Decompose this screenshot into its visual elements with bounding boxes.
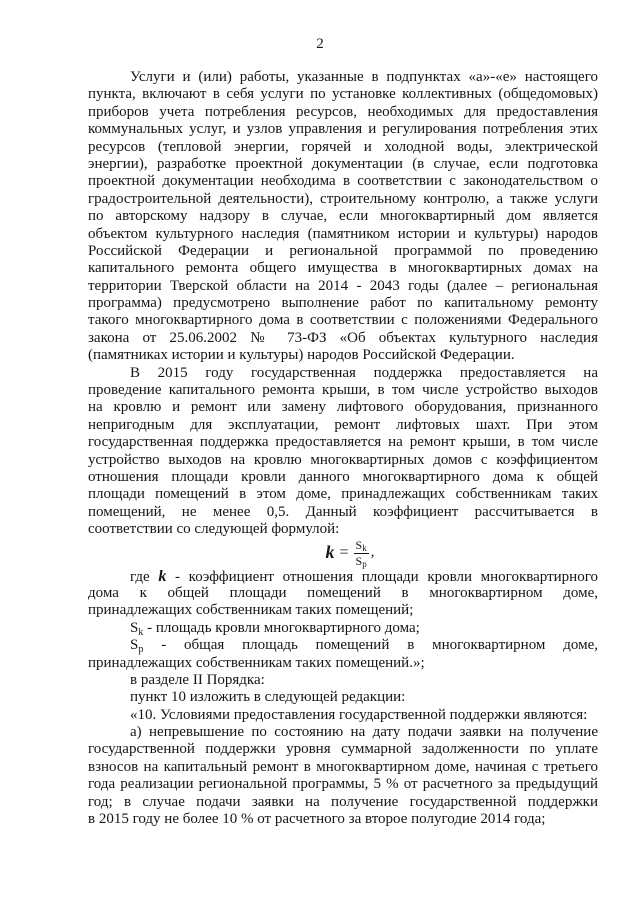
text-line: принадлежащих собственникам таких помещений; [88, 602, 414, 619]
text-line: коммунальных услуг, и узлов управления и регулирования потребления этих [88, 121, 598, 138]
definition-prefix: где [130, 568, 159, 585]
sk-base: S [130, 619, 139, 636]
coefficient-formula [88, 539, 598, 568]
formula-comma: , [370, 544, 375, 561]
text-line: а) непревышение по состоянию на дату подачи заявки на получение [130, 724, 598, 741]
text-line: территории Тверской области на 2014 - 2043 годы (далее – региональная [88, 277, 598, 294]
definition-k [88, 568, 598, 620]
sp-base: S [130, 637, 139, 654]
text-line: взносов на капитальный ремонт в многоквартирном доме, начиная с третьего [88, 758, 598, 775]
text-line: ресурсов (тепловой энергии, горячей и холодной воды, электрической [88, 138, 598, 155]
definition-text: - площадь кровли многоквартирного дома; [143, 619, 420, 636]
text-line: (памятниках истории и культуры) народов Российской Федерации. [88, 347, 515, 364]
paragraph-item-10-intro: пункт 10 изложить в следующей редакции: [130, 689, 406, 706]
text-line: соответствии со следующей формулой: [88, 521, 340, 538]
text-line: В 2015 году государственная поддержка предоставляется на [130, 364, 598, 381]
text-line: такого многоквартирного дома в соответствии с положениями Федерального [88, 312, 598, 329]
definition-text: - коэффициент отношения площади кровли многоквартирного [166, 568, 598, 585]
formula-numerator [354, 539, 369, 554]
text-line: площади помещений в этом доме, принадлежащих собственникам таких [88, 486, 598, 503]
text-line: устройство выходов на кровлю многоквартирных домов с коэффициентом [88, 451, 598, 468]
text-line [88, 620, 598, 637]
text-line [88, 637, 598, 654]
denominator-base: S [355, 553, 363, 568]
formula-fraction [354, 539, 369, 568]
text-line: объектом культурного наследия (памятником истории и культуры) народов [88, 225, 598, 242]
sk-subscript: k [138, 626, 144, 638]
paragraph-section-ii: в разделе II Порядка: [130, 671, 265, 688]
text-line: по авторскому надзору в случае, если многоквартирный дом является [88, 208, 598, 225]
text-line: года реализации региональной программы, 5 % от расчетного за предыдущий [88, 776, 598, 793]
text-line: закона от 25.06.2002 № 73-ФЗ «Об объектах культурного наследия [88, 329, 598, 346]
text-line: энергии), разработке проектной документации (в случае, если подготовка [88, 155, 598, 172]
text-line: проектной документации необходима в соответствии с законодательством о [88, 173, 598, 190]
page-number: 2 [316, 36, 324, 52]
text-line: непригодным для эксплуатации, ремонт лифтовых шахт. При этом [88, 416, 598, 433]
paragraph-item-10-heading: «10. Условиями предоставления государственной поддержки являются: [130, 706, 588, 723]
paragraph-services [88, 69, 598, 365]
text-line: дома к общей площади помещений в многоквартирном доме, [88, 584, 598, 601]
k-symbol: k [158, 567, 167, 585]
text-line: помещений, не менее 0,5. Данный коэффициент рассчитывается в [88, 503, 598, 520]
numerator-base: S [355, 537, 363, 552]
text-line: программа) предусмотрено выполнение работ по капитальному ремонту [88, 295, 598, 312]
paragraph-2015-support [88, 365, 598, 539]
definition-text: - общая площадь помещений в многоквартирном доме, [143, 637, 598, 654]
sp-subscript: p [138, 644, 144, 656]
text-line: приборов учета потребления ресурсов, необходимых для предоставления [88, 103, 598, 120]
text-line: капитального ремонта общего имущества в многоквартирных домах на [88, 260, 598, 277]
document-body [88, 69, 598, 828]
text-line: проведение капитального ремонта крыши, в том числе устройство выходов [88, 382, 598, 399]
text-line [88, 568, 598, 585]
text-line: в 2015 году не более 10 % от расчетного за второе полугодие 2014 года; [88, 811, 546, 828]
denominator-subscript: p [362, 558, 367, 569]
text-line: принадлежащих собственникам таких помещений.»; [88, 654, 425, 671]
text-line: пункта, включают в себя услуги по установке коллективных (общедомовых) [88, 86, 598, 103]
text-line: Услуги и (или) работы, указанные в подпунктах «а»-«е» настоящего [130, 69, 598, 85]
text-line: год; в случае подачи заявки на получение государственной поддержки [88, 793, 598, 810]
text-line: градостроительной деятельности), строительному контролю, а также услуги [88, 190, 598, 207]
text-line: государственной поддержки уровня суммарной задолженности по уплате [88, 741, 598, 758]
text-line: на кровлю и ремонт или замену лифтового оборудования, признанного [88, 399, 598, 416]
formula-equals: = [339, 544, 349, 562]
text-line: отношения площади кровли данного многоквартирного дома к общей [88, 468, 598, 485]
definition-sk [88, 620, 598, 637]
formula-k-symbol: k [325, 542, 335, 563]
definition-sp [88, 637, 598, 672]
paragraph-subitem-a [88, 724, 598, 828]
formula-denominator [354, 554, 369, 568]
numerator-subscript: k [362, 542, 367, 553]
text-line: Российской Федерации и региональной программой по проведению [88, 242, 598, 259]
text-line: государственная поддержка предоставляется на ремонт крыши, в том числе [88, 434, 598, 451]
